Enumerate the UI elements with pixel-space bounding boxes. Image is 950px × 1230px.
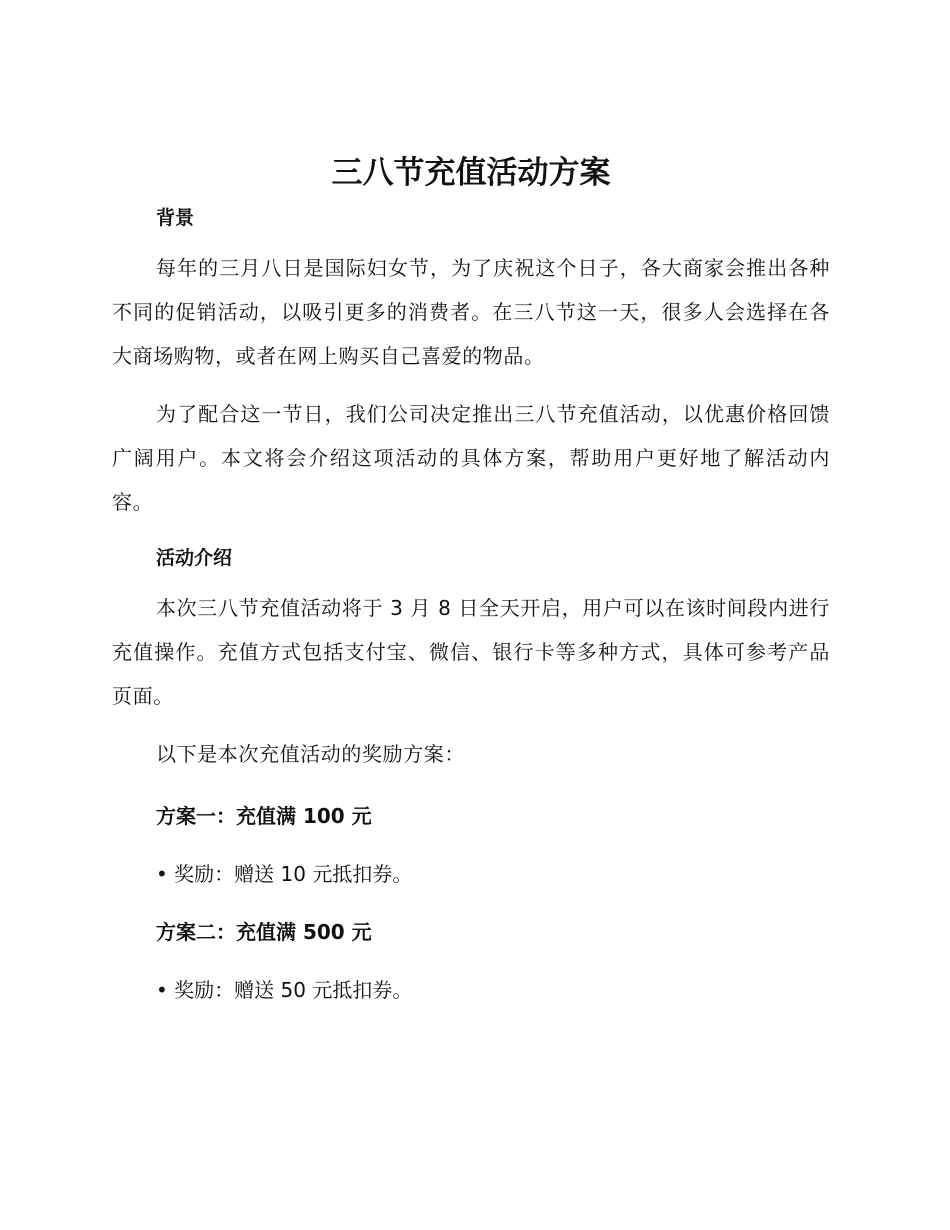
section-heading-intro: 活动介绍 [156, 547, 233, 569]
document-body [112, 150, 830, 1008]
paragraph-intro-1: 本次三八节充值活动将于 3 月 8 日全天开启，用户可以在该时间段内进行充值操作。充值方式包括支付宝、微信、银行卡等多种方式，具体可参考产品页面。 [112, 596, 830, 708]
paragraph-intro-2: 以下是本次充值活动的奖励方案： [156, 742, 465, 766]
section-heading-background: 背景 [156, 207, 195, 229]
plan-2-reward: • 奖励：赠送 50 元抵扣券。 [156, 978, 413, 1002]
plan-2-heading: 方案二：充值满 500 元 [156, 920, 372, 944]
document-title: 三八节充值活动方案 [331, 155, 611, 191]
plan-1-heading: 方案一：充值满 100 元 [156, 804, 372, 828]
paragraph-background-2: 为了配合这一节日，我们公司决定推出三八节充值活动，以优惠价格回馈广阔用户。本文将会介绍这项活动的具体方案，帮助用户更好地了解活动内容。 [112, 402, 830, 514]
plan-1-reward: • 奖励：赠送 10 元抵扣券。 [156, 862, 413, 886]
paragraph-background-1: 每年的三月八日是国际妇女节，为了庆祝这个日子，各大商家会推出各种不同的促销活动，以吸引更多的消费者。在三八节这一天，很多人会选择在各大商场购物，或者在网上购买自己喜爱的物品。 [112, 256, 830, 368]
